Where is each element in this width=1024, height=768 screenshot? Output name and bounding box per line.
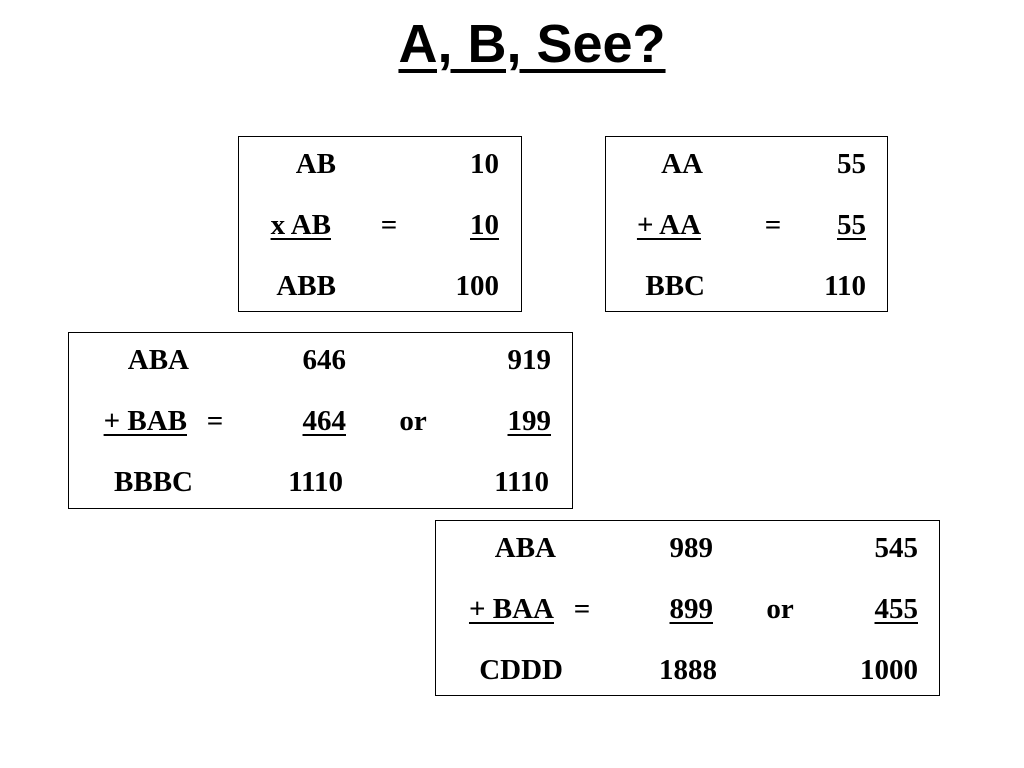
puzzle-number: 110 <box>824 270 866 302</box>
puzzle-word: + BAA <box>468 593 554 625</box>
puzzle-number-alt: 199 <box>507 405 551 437</box>
puzzle-word: BBC <box>645 270 705 302</box>
or-separator: or <box>399 405 427 437</box>
equals-sign: = <box>573 593 591 625</box>
puzzle-number: 100 <box>455 270 499 302</box>
equals-sign: = <box>380 209 398 241</box>
puzzle-number-alt: 455 <box>874 593 918 625</box>
puzzle-number: 10 <box>470 148 499 180</box>
puzzle-number-alt: 1110 <box>494 466 549 498</box>
page-title: A, B, See? <box>398 14 666 74</box>
puzzle-number: 646 <box>302 344 346 376</box>
or-separator: or <box>766 593 794 625</box>
puzzle-number-alt: 919 <box>507 344 551 376</box>
puzzle-number: 1110 <box>288 466 343 498</box>
puzzle-word: + AA <box>636 209 701 241</box>
puzzle-number: 55 <box>837 209 866 241</box>
puzzle-number: 55 <box>837 148 866 180</box>
puzzle-word: x AB <box>270 209 331 241</box>
puzzle-number: 989 <box>669 532 713 564</box>
puzzle-word: ABB <box>276 270 336 302</box>
puzzle-word: ABA <box>494 532 556 564</box>
puzzle-box-three-digit-1 <box>68 332 573 509</box>
puzzle-word: + BAB <box>103 405 187 437</box>
puzzle-number: 464 <box>302 405 346 437</box>
puzzle-box-addition-two-digit <box>605 136 888 312</box>
equals-sign: = <box>764 209 782 241</box>
puzzle-box-multiplication <box>238 136 522 312</box>
puzzle-number: 10 <box>470 209 499 241</box>
puzzle-word: BBBC <box>114 466 193 498</box>
puzzle-number: 899 <box>669 593 713 625</box>
puzzle-number-alt: 1000 <box>860 654 918 686</box>
equals-sign: = <box>206 405 224 437</box>
puzzle-word: AA <box>661 148 703 180</box>
puzzle-box-three-digit-2 <box>435 520 940 696</box>
puzzle-number: 1888 <box>659 654 717 686</box>
puzzle-word: ABA <box>127 344 189 376</box>
puzzle-number-alt: 545 <box>874 532 918 564</box>
puzzle-word: AB <box>295 148 336 180</box>
puzzle-word: CDDD <box>479 654 563 686</box>
